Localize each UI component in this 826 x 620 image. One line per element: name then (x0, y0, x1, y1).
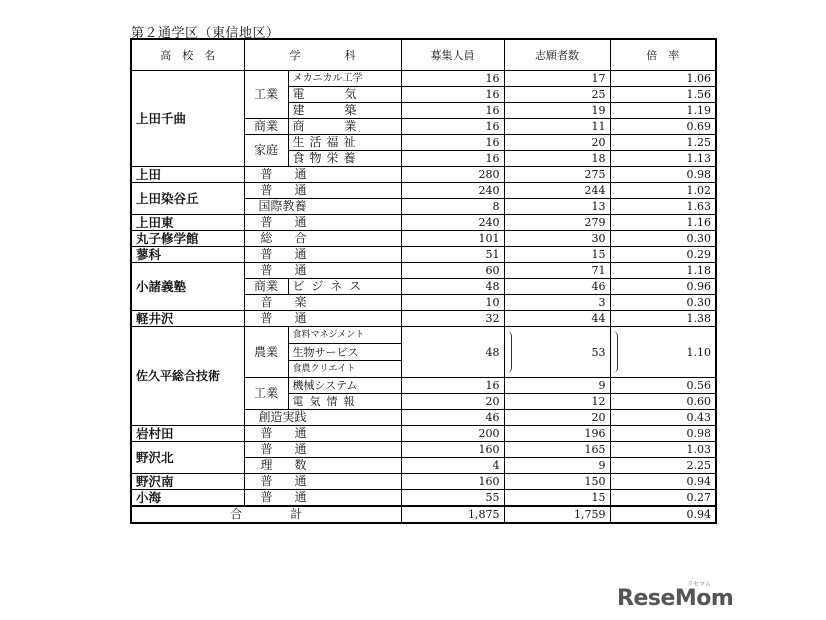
capacity-cell: 160 (401, 442, 504, 458)
capacity-cell: 48 (401, 279, 504, 295)
header-ratio: 倍 率 (610, 39, 716, 71)
school-name: 丸子修学館 (131, 231, 244, 247)
applicants-cell: 30 (504, 231, 610, 247)
table-row (131, 215, 716, 231)
applicants-cell: 15 (504, 247, 610, 263)
ratio-cell: 1.25 (610, 135, 716, 151)
ratio-cell: 1.19 (610, 103, 716, 119)
applicants-cell: 275 (504, 167, 610, 183)
applicants-cell: 18 (504, 151, 610, 167)
applicants-cell: 279 (504, 215, 610, 231)
total-row (131, 506, 716, 523)
resemom-logo (617, 581, 734, 611)
header-dept: 学 科 (244, 39, 401, 71)
table-row (131, 167, 716, 183)
capacity-cell: 46 (401, 410, 504, 426)
ratio-cell: 0.27 (610, 490, 716, 507)
dept-name: 建築 (288, 103, 401, 119)
capacity-cell: 280 (401, 167, 504, 183)
applicants-cell: 244 (504, 183, 610, 199)
applicants-cell: 15 (504, 490, 610, 507)
dept-name: 生活福祉 (288, 135, 401, 151)
school-name: 蓼科 (131, 247, 244, 263)
dept-name: ビジネス (288, 279, 401, 295)
dept-name: 食物栄養 (288, 151, 401, 167)
table-row (131, 442, 716, 458)
dept-name: 生物サービス (288, 344, 401, 361)
school-name: 野沢南 (131, 474, 244, 490)
applicants-cell: 71 (504, 263, 610, 279)
capacity-cell: 16 (401, 119, 504, 135)
dept-name: 機械システム (288, 378, 401, 394)
capacity-cell: 55 (401, 490, 504, 507)
applicants-cell: 20 (504, 410, 610, 426)
applicants-cell: 165 (504, 442, 610, 458)
dept-group: 商業 (244, 279, 288, 295)
ratio-cell: 0.30 (610, 295, 716, 311)
capacity-cell: 48 (401, 327, 504, 378)
ratio-cell: 0.94 (610, 474, 716, 490)
school-name: 佐久平総合技術 (131, 327, 244, 426)
dept-name: 理数 (244, 458, 401, 474)
ratio-cell: 0.56 (610, 378, 716, 394)
ratio-cell: 2.25 (610, 458, 716, 474)
ratio-cell: 0.43 (610, 410, 716, 426)
capacity-cell: 32 (401, 311, 504, 327)
header-capacity: 募集人員 (401, 39, 504, 71)
dept-name: 総合 (244, 231, 401, 247)
applicants-cell: 53 (504, 327, 610, 378)
dept-name: 商業 (288, 119, 401, 135)
applicants-cell: 196 (504, 426, 610, 442)
dept-name: 普通 (244, 426, 401, 442)
capacity-cell: 240 (401, 215, 504, 231)
dept-name: 普通 (244, 442, 401, 458)
dept-name: 普通 (244, 167, 401, 183)
total-applicants: 1,759 (504, 506, 610, 523)
ratio-cell: 1.38 (610, 311, 716, 327)
dept-group: 農業 (244, 327, 288, 378)
total-label: 合 計 (131, 506, 401, 523)
table-row (131, 183, 716, 199)
applicants-cell: 46 (504, 279, 610, 295)
capacity-cell: 8 (401, 199, 504, 215)
applicants-cell: 20 (504, 135, 610, 151)
applicants-cell: 9 (504, 458, 610, 474)
ratio-cell: 1.56 (610, 87, 716, 103)
total-ratio: 0.94 (610, 506, 716, 523)
dept-name: メカニカル工学 (288, 71, 401, 87)
dept-group: 家庭 (244, 135, 288, 167)
header-applicants: 志願者数 (504, 39, 610, 71)
table-row (131, 231, 716, 247)
ratio-cell: 1.13 (610, 151, 716, 167)
dept-name: 電気 (288, 87, 401, 103)
applicants-cell: 19 (504, 103, 610, 119)
capacity-cell: 16 (401, 378, 504, 394)
total-capacity: 1,875 (401, 506, 504, 523)
dept-name: 食料マネジメント (288, 327, 401, 344)
ratio-cell: 1.02 (610, 183, 716, 199)
capacity-cell: 10 (401, 295, 504, 311)
ratio-cell: 0.98 (610, 426, 716, 442)
capacity-cell: 16 (401, 103, 504, 119)
dept-name: 電気情報 (288, 394, 401, 410)
school-name: 岩村田 (131, 426, 244, 442)
capacity-cell: 16 (401, 87, 504, 103)
ratio-cell: 1.18 (610, 263, 716, 279)
logo-text: ReseMom (617, 586, 734, 611)
ratio-cell: 1.10 (610, 327, 716, 378)
dept-group: 工業 (244, 71, 288, 119)
dept-name: 普通 (244, 215, 401, 231)
ratio-cell: 1.63 (610, 199, 716, 215)
capacity-cell: 240 (401, 183, 504, 199)
table-row (131, 311, 716, 327)
dept-name: 食農クリエイト (288, 361, 401, 378)
capacity-cell: 200 (401, 426, 504, 442)
ratio-cell: 1.06 (610, 71, 716, 87)
applicants-cell: 150 (504, 474, 610, 490)
capacity-cell: 101 (401, 231, 504, 247)
school-name: 軽井沢 (131, 311, 244, 327)
school-name: 上田東 (131, 215, 244, 231)
applicants-cell: 9 (504, 378, 610, 394)
capacity-cell: 4 (401, 458, 504, 474)
table-row (131, 247, 716, 263)
dept-name: 普通 (244, 490, 401, 507)
applicants-cell: 12 (504, 394, 610, 410)
applicants-cell: 3 (504, 295, 610, 311)
applicants-cell: 25 (504, 87, 610, 103)
ratio-cell: 1.03 (610, 442, 716, 458)
dept-group: 商業 (244, 119, 288, 135)
dept-name: 普通 (244, 474, 401, 490)
table-row (131, 71, 716, 87)
capacity-cell: 16 (401, 151, 504, 167)
dept-name: 普通 (244, 183, 401, 199)
applicants-cell: 13 (504, 199, 610, 215)
ratio-cell: 0.30 (610, 231, 716, 247)
header-row (131, 39, 716, 71)
dept-name: 普通 (244, 247, 401, 263)
dept-name: 普通 (244, 311, 401, 327)
table-row (131, 327, 716, 344)
table-row (131, 426, 716, 442)
logo-ruby: リセマム (687, 581, 711, 588)
dept-name: 国際教養 (244, 199, 401, 215)
applicants-cell: 44 (504, 311, 610, 327)
school-name: 上田 (131, 167, 244, 183)
school-name: 小諸義塾 (131, 263, 244, 311)
school-name: 上田千曲 (131, 71, 244, 167)
header-school: 高 校 名 (131, 39, 244, 71)
ratio-cell: 0.96 (610, 279, 716, 295)
table-title: 第２通学区（東信地区） (131, 26, 280, 41)
ratio-cell: 0.60 (610, 394, 716, 410)
dept-name: 創造実践 (244, 410, 401, 426)
school-name: 野沢北 (131, 442, 244, 474)
table-row (131, 490, 716, 507)
ratio-cell: 0.98 (610, 167, 716, 183)
school-name: 小海 (131, 490, 244, 507)
applicants-cell: 17 (504, 71, 610, 87)
capacity-cell: 51 (401, 247, 504, 263)
applicant-table (130, 38, 717, 524)
capacity-cell: 160 (401, 474, 504, 490)
dept-group: 工業 (244, 378, 288, 410)
table-row (131, 263, 716, 279)
table-row (131, 474, 716, 490)
ratio-cell: 1.16 (610, 215, 716, 231)
ratio-cell: 0.69 (610, 119, 716, 135)
capacity-cell: 16 (401, 135, 504, 151)
school-name: 上田染谷丘 (131, 183, 244, 215)
capacity-cell: 16 (401, 71, 504, 87)
dept-name: 音楽 (244, 295, 401, 311)
capacity-cell: 60 (401, 263, 504, 279)
ratio-cell: 0.29 (610, 247, 716, 263)
dept-name: 普通 (244, 263, 401, 279)
applicants-cell: 11 (504, 119, 610, 135)
capacity-cell: 20 (401, 394, 504, 410)
